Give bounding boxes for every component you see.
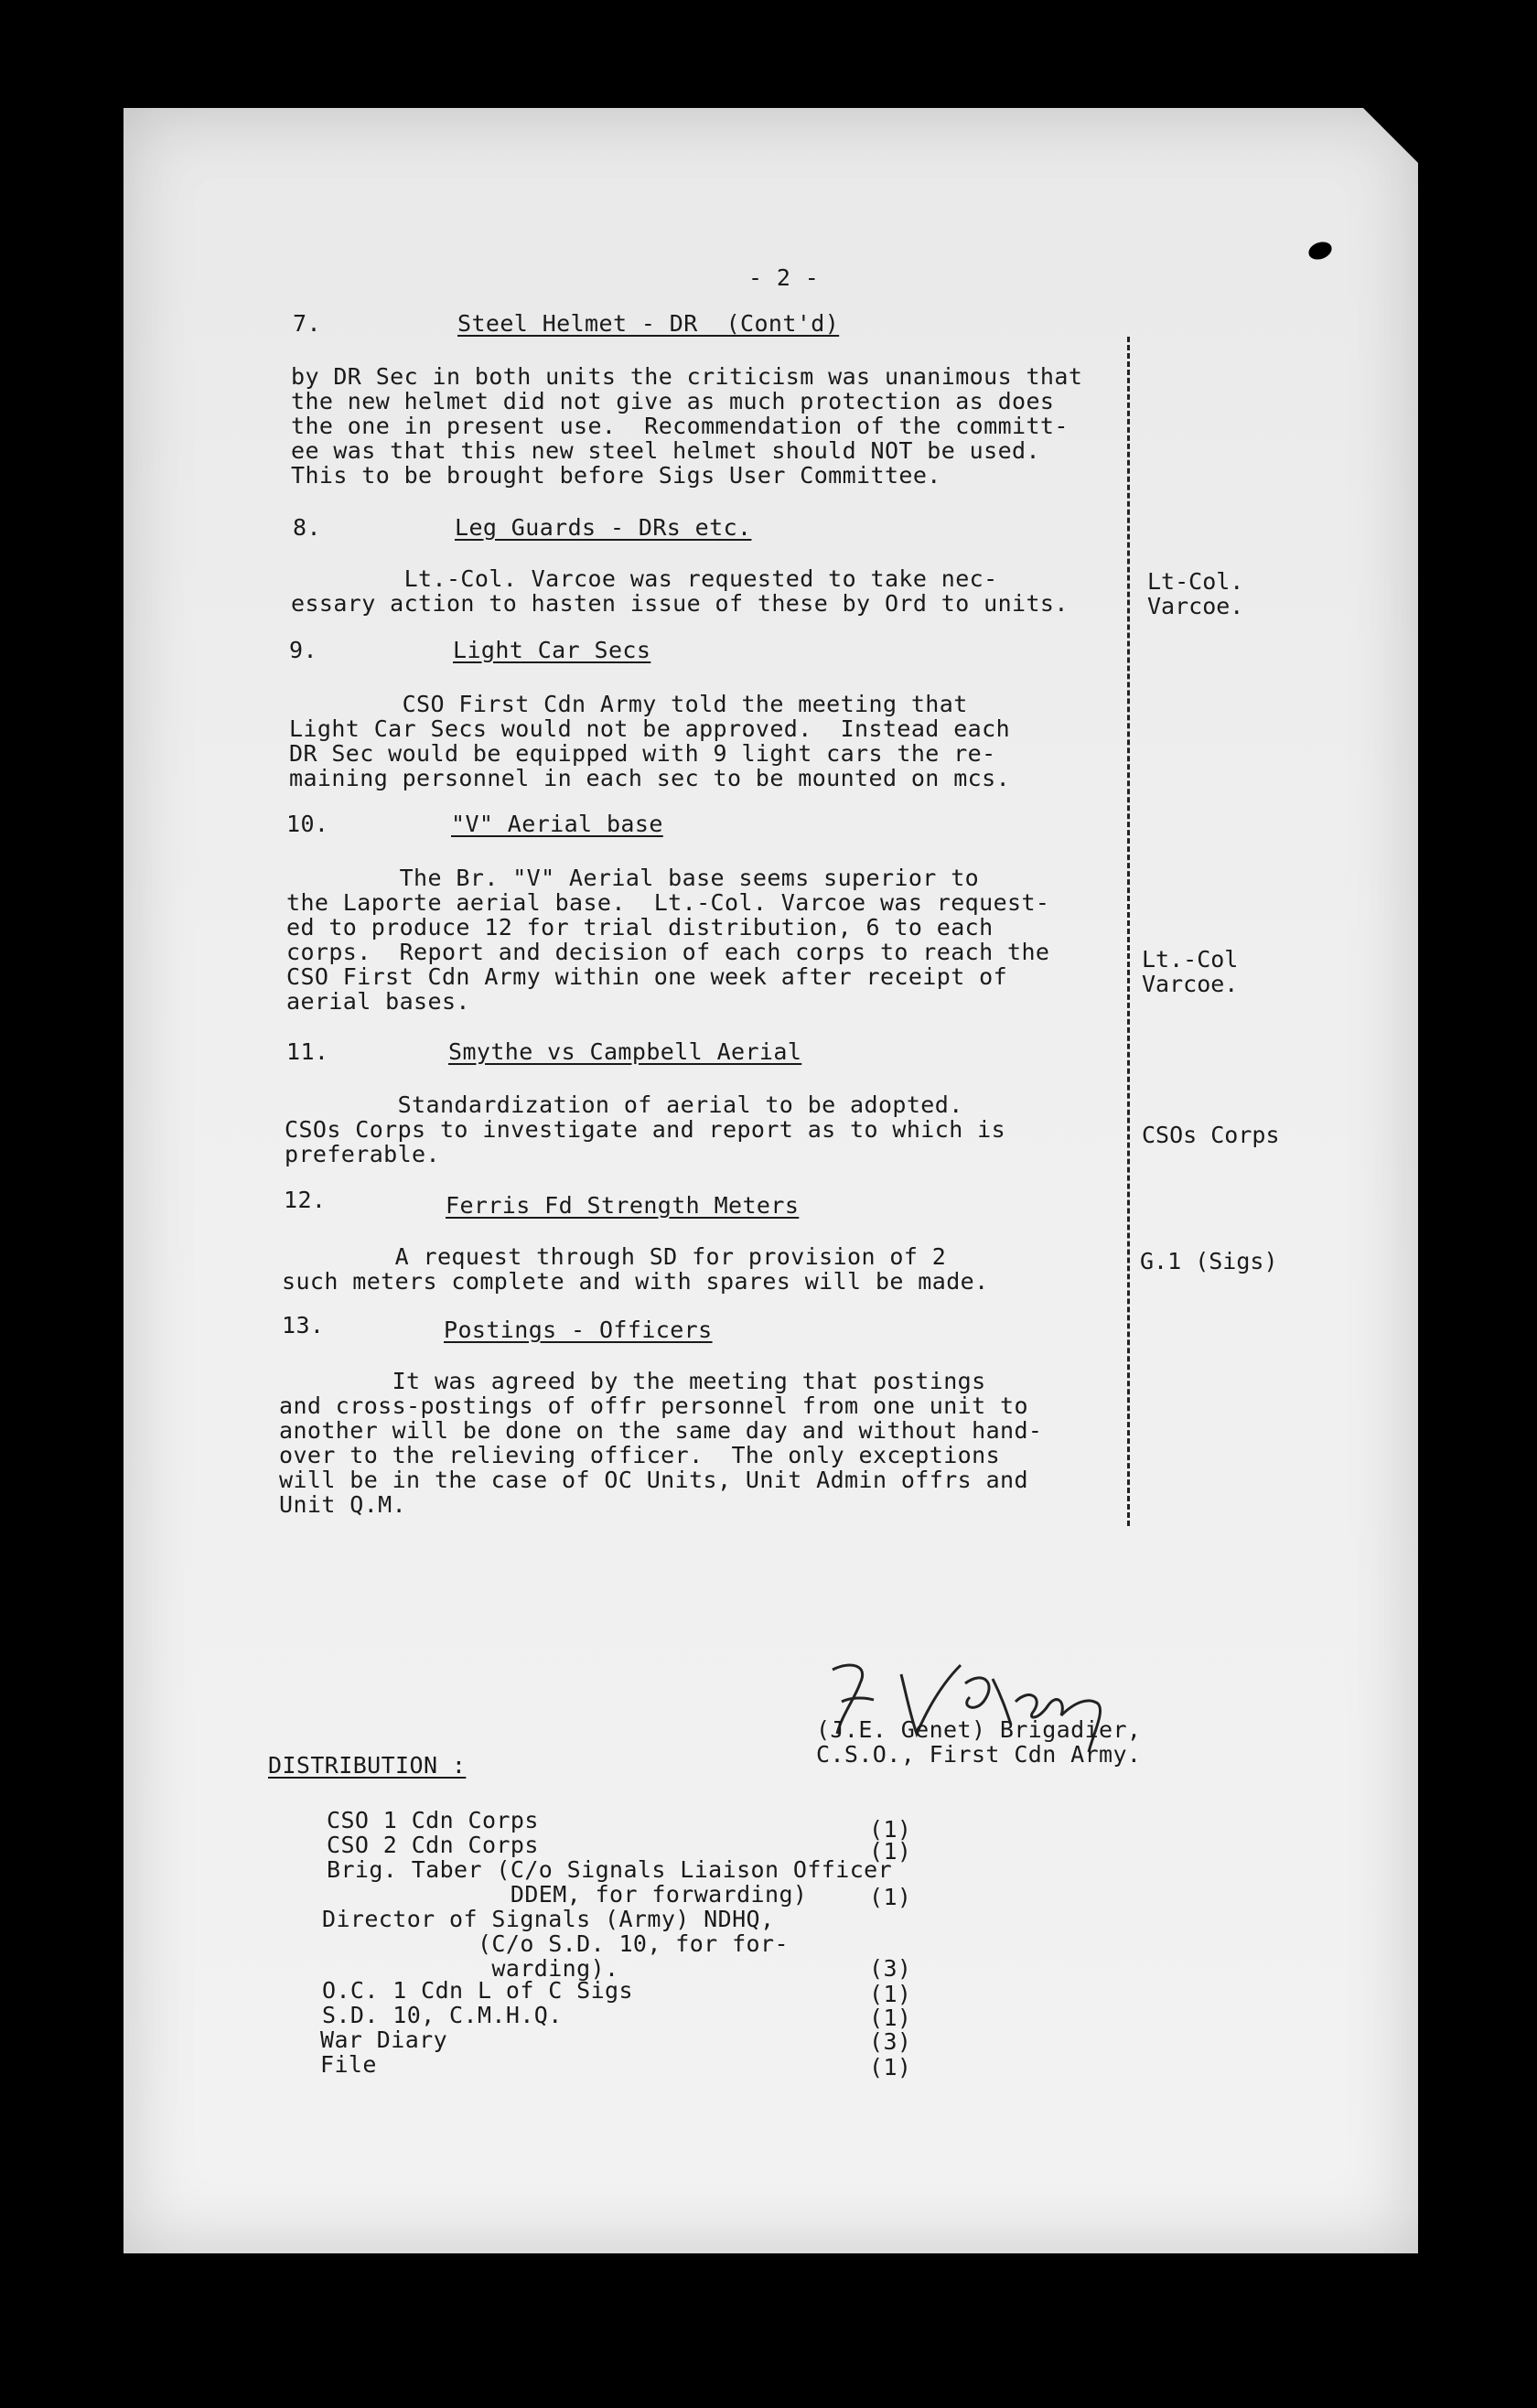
item-11-line-3: preferable. [285, 1141, 440, 1167]
item-9-line-1: CSO First Cdn Army told the meeting that [289, 691, 968, 717]
item-9-line-2: Light Car Secs would not be approved. Instead each [289, 715, 1011, 742]
item-10-heading: "V" Aerial base [451, 811, 663, 837]
item-10-line-2: the Laporte aerial base. Lt.-Col. Varcoe was request- [286, 889, 1050, 916]
distribution-copies: (1) [869, 2005, 912, 2031]
distribution-entry: Director of Signals (Army) NDHQ, (C/o S.D. 10, for for- warding). [322, 1906, 789, 1982]
item-10-number: 10. [286, 811, 329, 837]
item-11-action: CSOs Corps [1142, 1122, 1280, 1148]
distribution-copies: (1) [869, 1838, 912, 1865]
item-12-line-1: A request through SD for provision of 2 [282, 1243, 947, 1270]
folded-corner [1363, 108, 1418, 163]
item-11-number: 11. [286, 1038, 329, 1065]
item-9-line-3: DR Sec would be equipped with 9 light cars the re- [289, 740, 996, 767]
item-11-line-1: Standardization of aerial to be adopted. [285, 1091, 963, 1118]
item-8-number: 8. [293, 514, 321, 541]
item-9-heading: Light Car Secs [453, 637, 651, 663]
distribution-entry: S.D. 10, C.M.H.Q. [322, 2002, 563, 2028]
distribution-copies: (3) [869, 1955, 912, 1982]
item-8-line-1: Lt.-Col. Varcoe was requested to take nec- [291, 565, 998, 592]
item-7-heading: Steel Helmet - DR (Cont'd) [457, 310, 840, 337]
distribution-entry: War Diary [320, 2026, 448, 2053]
item-10-line-6: aerial bases. [286, 988, 470, 1015]
distribution-heading: DISTRIBUTION : [268, 1752, 467, 1779]
item-11-heading: Smythe vs Campbell Aerial [448, 1038, 802, 1065]
item-7-line-4: ee was that this new steel helmet should NOT be used. [291, 437, 1040, 464]
item-13-heading: Postings - Officers [444, 1317, 713, 1343]
item-7-line-5: This to be brought before Sigs User Committee. [291, 462, 941, 489]
item-10-line-5: CSO First Cdn Army within one week after receipt of [286, 963, 1008, 990]
margin-divider-line [1127, 337, 1130, 1526]
item-13-line-3: another will be done on the same day and without hand- [279, 1417, 1043, 1444]
distribution-entry: File [320, 2051, 377, 2078]
item-7-number: 7. [293, 310, 321, 337]
distribution-copies: (1) [869, 1884, 912, 1910]
item-7-line-3: the one in present use. Recommendation of the committ- [291, 413, 1069, 439]
item-13-line-1: It was agreed by the meeting that postings [279, 1368, 986, 1394]
item-9-number: 9. [289, 637, 317, 663]
distribution-entry: Brig. Taber (C/o Signals Liaison Officer DDEM, for forwarding) [327, 1856, 893, 1908]
item-10-action: Lt.-Col Varcoe. [1142, 946, 1239, 997]
item-13-line-6: Unit Q.M. [279, 1491, 407, 1518]
item-12-number: 12. [284, 1187, 327, 1213]
distribution-entry: O.C. 1 Cdn L of C Sigs [322, 1977, 633, 2004]
item-11-line-2: CSOs Corps to investigate and report as to which is [285, 1116, 1006, 1143]
item-13-line-2: and cross-postings of offr personnel from one unit to [279, 1392, 1028, 1419]
item-9-line-4: maining personnel in each sec to be mounted on mcs. [289, 765, 1011, 791]
distribution-copies: (3) [869, 2028, 912, 2055]
item-12-line-2: such meters complete and with spares will be made. [282, 1268, 989, 1295]
distribution-copies: (1) [869, 2054, 912, 2080]
item-8-line-2: essary action to hasten issue of these by Ord to units. [291, 590, 1069, 617]
distribution-entry: CSO 2 Cdn Corps [327, 1832, 539, 1858]
page-number: - 2 - [748, 264, 820, 291]
item-8-heading: Leg Guards - DRs etc. [455, 514, 752, 541]
item-10-line-4: corps. Report and decision of each corps to reach the [286, 939, 1050, 965]
item-8-action: Lt-Col. Varcoe. [1147, 568, 1244, 619]
item-13-number: 13. [282, 1312, 325, 1338]
distribution-entry: CSO 1 Cdn Corps [327, 1807, 539, 1833]
item-13-line-5: will be in the case of OC Units, Unit Admin offrs and [279, 1467, 1028, 1493]
item-7-line-2: the new helmet did not give as much protection as does [291, 388, 1055, 414]
signature-title: C.S.O., First Cdn Army. [816, 1741, 1142, 1768]
item-10-line-3: ed to produce 12 for trial distribution, 6 to each [286, 914, 994, 941]
item-13-line-4: over to the relieving officer. The only exceptions [279, 1442, 1001, 1468]
item-12-heading: Ferris Fd Strength Meters [446, 1192, 800, 1219]
distribution-copies: (1) [869, 1981, 912, 2007]
item-12-action: G.1 (Sigs) [1140, 1248, 1278, 1274]
distribution-copies: (1) [869, 1816, 912, 1843]
item-7-line-1: by DR Sec in both units the criticism was unanimous that [291, 363, 1083, 390]
item-10-line-1: The Br. "V" Aerial base seems superior to [286, 865, 980, 891]
signature-name: (J.E. Genet) Brigadier, [816, 1716, 1142, 1743]
